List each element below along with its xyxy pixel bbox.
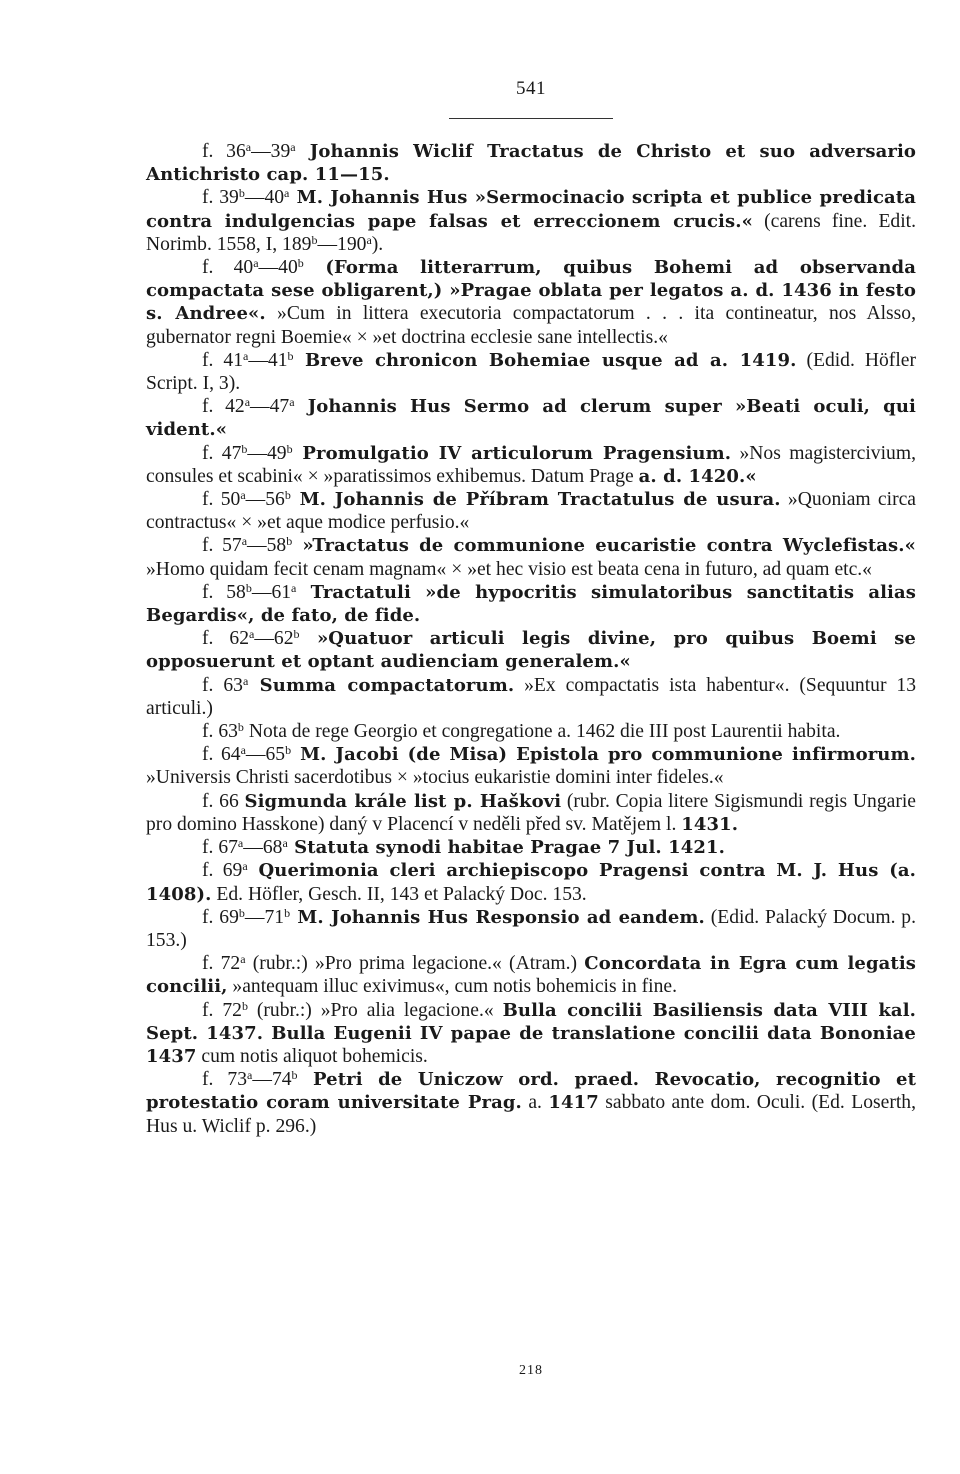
- entry-title: Querimonia cleri archiepiscopo Pragensi contra M. J. Hus (a. 1408).: [146, 860, 916, 905]
- entry-text: »Nos magistercivium, consules et scabini« × »paratissimos exhibemus. Datum Prage: [146, 442, 916, 487]
- catalog-entry: [146, 999, 916, 1069]
- folio-superscript: a: [289, 395, 295, 410]
- folio-superscript: b: [291, 1068, 298, 1083]
- footer-number: 218: [519, 1363, 543, 1378]
- entry-text: ).: [371, 233, 384, 255]
- entry-text: —71: [244, 906, 285, 928]
- entry-text: —47: [250, 396, 290, 418]
- folio-superscript: b: [297, 256, 304, 271]
- entry-title: M. Jacobi (de Misa) Epistola pro communione infirmorum.: [291, 744, 916, 766]
- folio-superscript: a: [244, 395, 251, 410]
- entry-text: —40: [258, 257, 298, 279]
- catalog-entry: [146, 790, 916, 836]
- entry-text: f. 62: [202, 628, 249, 650]
- folio-superscript: b: [286, 534, 293, 549]
- entry-text: a.: [521, 1092, 549, 1114]
- entry-text: sabbato ante dom. Oculi. (Ed. Loserth, Hus u. Wiclif p. 296.): [146, 1092, 916, 1137]
- folio-superscript: a: [240, 488, 246, 503]
- folio-superscript: b: [284, 488, 291, 503]
- entry-title: Summa compactatorum.: [248, 674, 515, 696]
- entry-text: f. 64: [202, 744, 241, 766]
- entry-title: Johannis Hus Sermo ad clerum super »Beati oculi, qui vident.«: [146, 396, 916, 441]
- entry-title: M. Johannis de Příbram Tractatulus de usura.: [290, 489, 781, 511]
- entry-title: Bulla concilii Basiliensis data VIII kal. Sept. 1437. Bulla Eugenii IV papae de translatione concilii data Bononiae 1437: [146, 999, 916, 1067]
- entry-text: (rubr.:) »Pro prima legacione.« (Atram.): [245, 953, 585, 975]
- entry-text: »Ex compactatis ista habentur«. (Sequuntur 13 articuli.): [146, 674, 916, 719]
- folio-superscript: a: [284, 186, 290, 201]
- entry-title: Promulgatio IV articulorum Pragensium.: [292, 442, 732, 464]
- folio-superscript: b: [286, 441, 293, 456]
- catalog-entry: [146, 743, 916, 789]
- folio-superscript: a: [290, 140, 296, 154]
- catalog-entry: [146, 906, 916, 952]
- entry-text: —65: [245, 744, 286, 766]
- folio-superscript: a: [366, 232, 372, 247]
- catalog-entry: [146, 836, 916, 859]
- folio-superscript: a: [249, 627, 255, 642]
- folio-superscript: b: [285, 743, 292, 758]
- catalog-entry: [146, 349, 916, 395]
- entry-text: —68: [243, 837, 283, 859]
- catalog-entry: [146, 395, 916, 441]
- catalog-entry: [146, 720, 916, 743]
- page-number: 541: [516, 78, 546, 99]
- folio-superscript: b: [241, 998, 248, 1013]
- entry-text: (rubr.:) »Pro alia legacione.«: [247, 999, 503, 1021]
- entry-text: f. 72: [202, 953, 241, 975]
- folio-superscript: a: [242, 673, 249, 688]
- entry-text: (Edid. Palacký Docum. p. 153.): [146, 906, 917, 951]
- entry-text: f. 69: [202, 906, 239, 928]
- entry-title: Petri de Uniczow ord. praed. Revocatio, recognitio et protestatio coram universitate Prag.: [146, 1069, 917, 1114]
- entry-text: —49: [247, 442, 287, 464]
- entry-title: Johannis Wiclif Tractatus de Christo et suo adversario Antichristo cap. 11—15.: [146, 141, 917, 186]
- folio-superscript: b: [245, 580, 252, 595]
- folio-superscript: b: [284, 905, 291, 920]
- entry-text: (carens fine. Edit. Norimb. 1558, I, 189: [146, 210, 916, 255]
- catalog-entry: [146, 859, 916, 905]
- entry-text: »Cum in littera executoria compactatorum . . . ita contineatur, nos Alsso, gubernator regni Boemie« × »et doctrina ecclesie sane intellectis.«: [146, 303, 917, 348]
- folio-superscript: b: [241, 441, 248, 456]
- entry-text: f. 57: [202, 535, 242, 557]
- entry-text: f. 66: [202, 790, 245, 812]
- entry-text: »Quoniam circa contractus« × »et aque modice perfusio.«: [146, 489, 916, 534]
- catalog-body: [146, 140, 916, 1138]
- entry-title: a. d. 1420.«: [638, 465, 757, 487]
- catalog-entry: [146, 256, 916, 349]
- entry-text: f. 36: [202, 141, 246, 162]
- entry-title: M. Johannis Hus Responsio ad eandem.: [290, 906, 705, 928]
- entry-title: Concordata in Egra cum legatis concilii,: [146, 953, 916, 998]
- entry-text: »Universis Christi sacerdotibus × »tocius eukaristie domini inter fideles.«: [146, 767, 724, 789]
- catalog-entry: [146, 952, 916, 998]
- entry-text: (Edid. Höfler Script. I, 3).: [146, 349, 916, 395]
- header-rule: [449, 118, 613, 119]
- entry-title: Statuta synodi habitae Pragae 7 Jul. 1421.: [287, 837, 725, 859]
- entry-title: 1431.: [681, 813, 739, 835]
- entry-text: (rubr. Copia litere Sigismundi regis Ungarie pro domino Hasskone) daný v Placencí v neděli před sv. Matějem l.: [146, 790, 916, 835]
- entry-text: f. 47: [202, 442, 242, 464]
- entry-title: Tractatuli »de hypocritis simulatoribus sanctitatis alias Begardis«, de fato, de fide.: [146, 581, 916, 627]
- folio-superscript: a: [241, 534, 248, 549]
- catalog-entry: [146, 581, 916, 627]
- entry-text: »antequam illuc exivimus«, cum notis bohemicis in fine.: [227, 976, 678, 998]
- entry-title: 1417: [548, 1092, 599, 1114]
- entry-title: Sigmunda krále list p. Haškovi: [244, 790, 562, 812]
- folio-superscript: a: [242, 859, 248, 874]
- entry-text: —41: [248, 349, 288, 371]
- entry-text: f. 41: [202, 349, 243, 371]
- entry-text: —190: [317, 233, 367, 255]
- entry-text: —39: [251, 141, 291, 162]
- entry-text: —74: [252, 1069, 292, 1091]
- entry-title: (Forma litterarrum, quibus Bohemi ad observanda compactata sese obligarent,) »Pragae oblata per legatos a. d. 1436 in festo s. Andree«.: [146, 257, 916, 325]
- folio-superscript: a: [247, 1068, 253, 1083]
- entry-text: —61: [251, 581, 292, 603]
- folio-superscript: b: [287, 348, 294, 363]
- entry-title: »Tractatus de communione eucaristie contra Wyclefistas.«: [292, 535, 916, 557]
- folio-superscript: a: [240, 743, 246, 758]
- folio-superscript: b: [238, 905, 245, 920]
- entry-text: —62: [254, 628, 294, 650]
- folio-superscript: b: [238, 186, 245, 201]
- folio-superscript: a: [240, 952, 246, 967]
- entry-title: M. Johannis Hus »Sermocinacio scripta et publice predicata contra indulgencias pape falsas et erreccionem crucis.«: [146, 187, 916, 232]
- entry-title: Breve chronicon Bohemiae usque ad a. 1419.: [293, 349, 797, 371]
- catalog-entry: [146, 674, 916, 720]
- folio-superscript: a: [245, 140, 252, 154]
- entry-text: cum notis aliquot bohemicis.: [196, 1045, 428, 1067]
- folio-superscript: a: [243, 348, 249, 363]
- entry-text: f. 67: [202, 837, 238, 859]
- folio-superscript: a: [253, 256, 259, 271]
- entry-text: f. 42: [202, 396, 245, 418]
- entry-text: f. 39: [202, 187, 239, 209]
- entry-text: f. 72: [202, 999, 242, 1021]
- catalog-entry: [146, 442, 916, 488]
- entry-text: f. 63: [202, 674, 243, 696]
- entry-text: —58: [247, 535, 287, 557]
- entry-text: Nota de rege Georgio et congregatione a. 1462 die III post Laurentii habita.: [243, 721, 841, 743]
- entry-text: —40: [244, 187, 285, 209]
- entry-text: f. 73: [202, 1069, 248, 1091]
- entry-title: »Quatuor articuli legis divine, pro quibus Boemi se opposuerunt et optant audienciam generalem.«: [146, 628, 916, 673]
- catalog-entry: [146, 186, 916, 256]
- entry-text: —56: [245, 489, 285, 511]
- folio-superscript: b: [293, 627, 300, 642]
- entry-text: Ed. Höfler, Gesch. II, 143 et Palacký Doc. 153.: [211, 883, 587, 905]
- entry-text: »Homo quidam fecit cenam magnam« × »et hec visio est beata cena in futuro, ad quam etc.«: [146, 558, 872, 580]
- entry-text: f. 40: [202, 257, 254, 279]
- entry-text: f. 50: [202, 489, 241, 511]
- catalog-entry: [146, 488, 916, 534]
- catalog-entry: [146, 627, 916, 673]
- catalog-entry: [146, 140, 916, 186]
- catalog-entry: [146, 1068, 916, 1138]
- folio-superscript: b: [311, 232, 318, 247]
- entry-text: f. 63: [202, 721, 238, 743]
- folio-superscript: a: [291, 580, 297, 595]
- folio-superscript: a: [237, 836, 244, 851]
- folio-superscript: a: [282, 836, 288, 851]
- folio-superscript: b: [237, 720, 244, 735]
- catalog-entry: [146, 534, 916, 580]
- entry-text: f. 69: [202, 860, 243, 882]
- entry-text: f. 58: [202, 581, 246, 603]
